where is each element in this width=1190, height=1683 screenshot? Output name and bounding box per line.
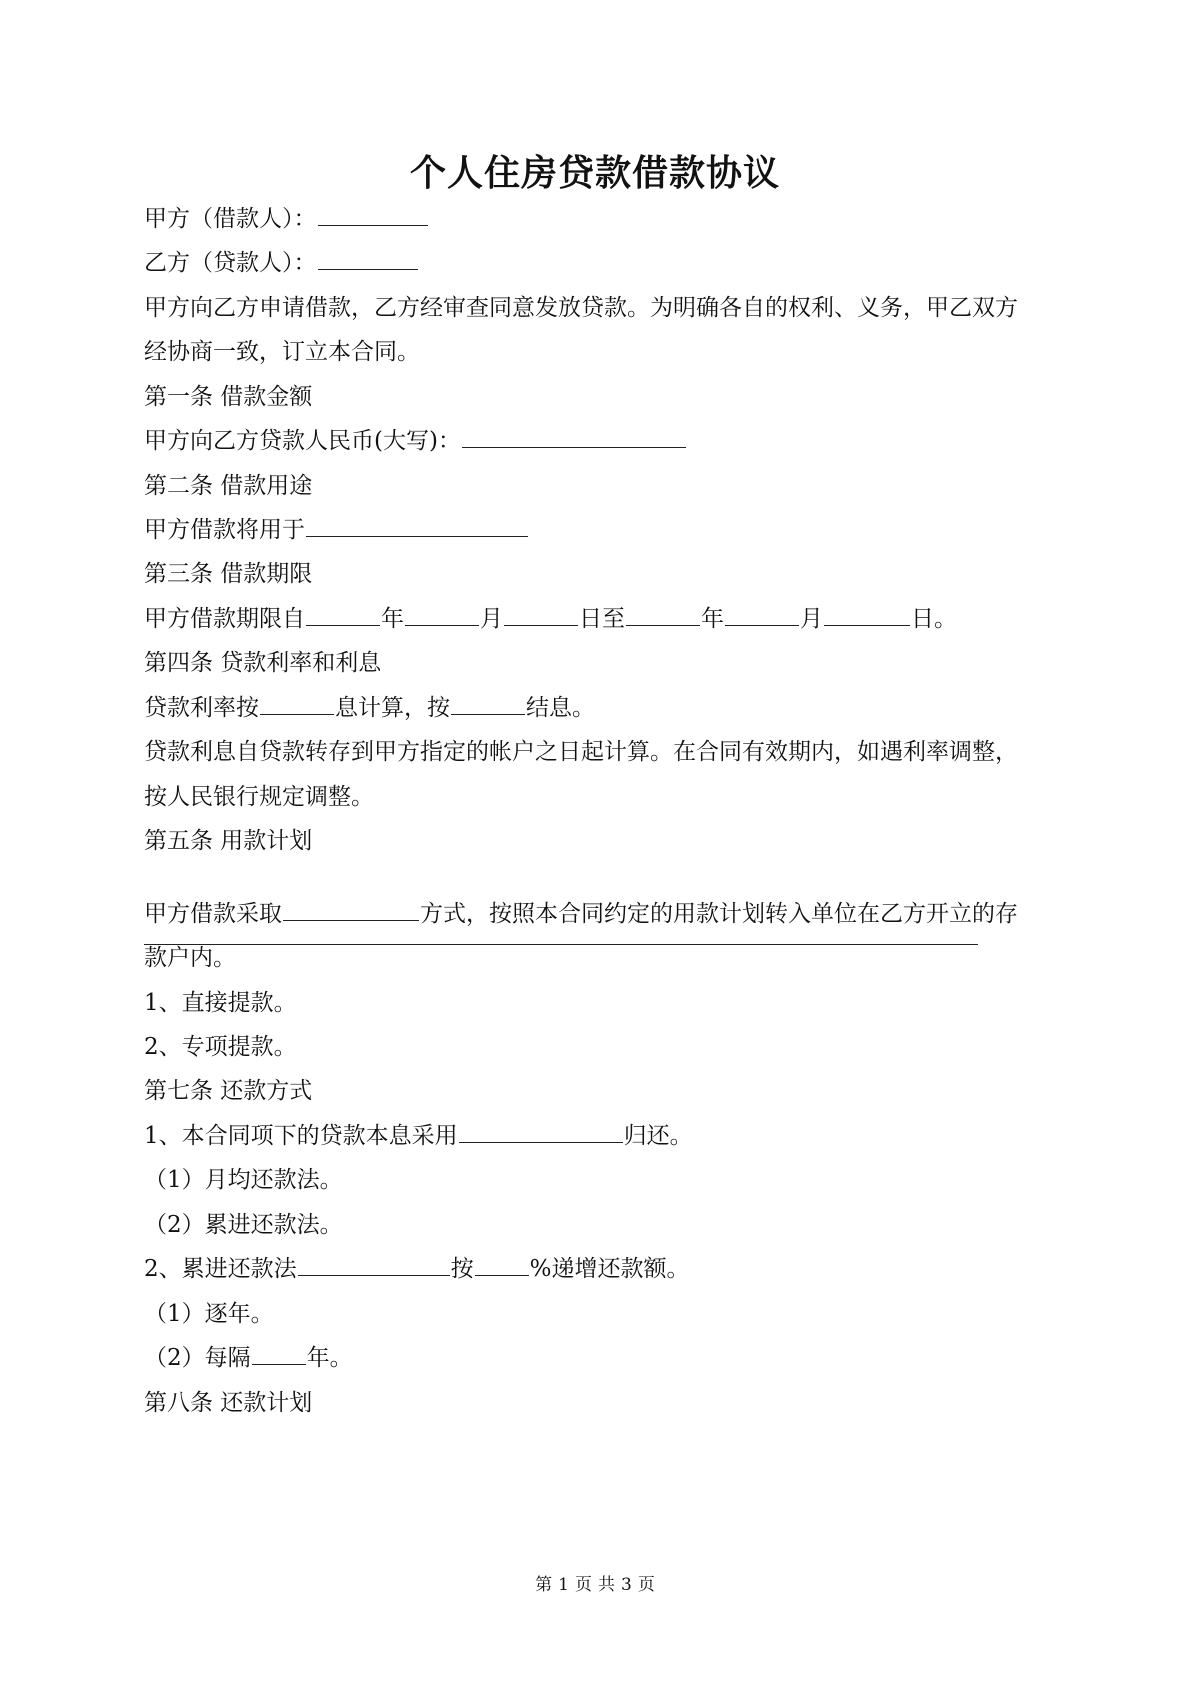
- document-title: 个人住房贷款借款协议: [409, 152, 780, 194]
- article-4-heading: 第四条 贷款利率和利息: [144, 650, 382, 676]
- end-day-blank: [824, 603, 910, 626]
- interval-years-blank: [252, 1342, 306, 1365]
- footer-suffix: 页: [637, 1575, 655, 1595]
- article-1-heading: 第一条 借款金额: [144, 384, 313, 410]
- footer-page-number: 1: [558, 1575, 569, 1595]
- repayment-option-progressive: （2）累进还款法。: [144, 1212, 343, 1238]
- progressive-label: 2、累进还款法: [144, 1256, 297, 1282]
- article-3-heading: 第三条 借款期限: [144, 561, 313, 587]
- method-line-2: 款户内。: [144, 945, 236, 971]
- method-blank: [283, 898, 419, 921]
- interval-end-label: 年。: [306, 1345, 353, 1371]
- option-direct-withdrawal: 1、直接提款。: [144, 990, 297, 1016]
- progressive-blank: [298, 1253, 450, 1276]
- settlement-blank: [451, 692, 525, 715]
- page-footer: [0, 1573, 1190, 1597]
- footer-prefix: 第: [535, 1575, 553, 1595]
- end-year-blank: [626, 603, 700, 626]
- article-2-heading: 第二条 借款用途: [144, 473, 313, 499]
- usage-plan-blank-line: [144, 944, 978, 945]
- progressive-end-label: %递增还款额。: [529, 1256, 690, 1282]
- party-b-line: [144, 247, 419, 279]
- party-b-label: 乙方（贷款人）：: [144, 250, 317, 276]
- intro-line-1: 甲方向乙方申请借款，乙方经审查同意发放贷款。为明确各自的权利、义务，甲乙双方: [144, 295, 1018, 321]
- article-8-heading: 第八条 还款计划: [144, 1390, 313, 1416]
- start-year-label: 年: [381, 606, 404, 632]
- term-start-label: 甲方借款期限自: [144, 606, 305, 632]
- increase-percent-blank: [475, 1253, 529, 1276]
- article-2-text: [144, 514, 529, 546]
- end-month-label: 月: [800, 606, 823, 632]
- repayment-method-blank: [459, 1120, 623, 1143]
- rate-basis-blank: [260, 692, 334, 715]
- loan-purpose-label: 甲方借款将用于: [144, 517, 305, 543]
- party-b-blank: [318, 247, 418, 270]
- repayment-end-label: 归还。: [623, 1123, 693, 1149]
- article-4-rate: [144, 692, 595, 724]
- party-a-label: 甲方（借款人）：: [144, 206, 317, 232]
- footer-total-pages: 3: [621, 1575, 632, 1595]
- interest-line-2: 按人民银行规定调整。: [144, 784, 374, 810]
- progressive-mid-label: 按: [450, 1256, 474, 1282]
- day-to-label: 日至: [579, 606, 625, 632]
- rate-mid-label: 息计算，按: [335, 695, 450, 721]
- loan-amount-blank: [462, 425, 686, 448]
- article-5-heading: 第五条 用款计划: [144, 828, 313, 854]
- intro-line-2: 经协商一致，订立本合同。: [144, 339, 420, 365]
- party-a-blank: [318, 203, 428, 226]
- start-month-label: 月: [480, 606, 503, 632]
- article-7-heading: 第七条 还款方式: [144, 1078, 313, 1104]
- article-1-text: [144, 425, 687, 457]
- progressive-option-yearly: （1）逐年。: [144, 1301, 274, 1327]
- repayment-method-label: 1、本合同项下的贷款本息采用: [144, 1123, 458, 1149]
- party-a-line: [144, 203, 429, 235]
- start-month-blank: [405, 603, 479, 626]
- article-3-text: [144, 603, 957, 635]
- progressive-option-interval: [144, 1342, 353, 1374]
- loan-purpose-blank: [306, 514, 528, 537]
- loan-amount-label: 甲方向乙方贷款人民币(大写)：: [144, 428, 461, 454]
- repayment-option-equal: （1）月均还款法。: [144, 1167, 343, 1193]
- start-day-blank: [504, 603, 578, 626]
- footer-total-label: 共: [598, 1575, 615, 1595]
- rate-end-label: 结息。: [526, 695, 595, 721]
- method-start-label: 甲方借款采取: [144, 901, 282, 927]
- start-year-blank: [306, 603, 380, 626]
- end-year-label: 年: [701, 606, 724, 632]
- repayment-item-1: [144, 1120, 693, 1152]
- footer-page-label: 页: [575, 1575, 592, 1595]
- option-special-withdrawal: 2、专项提款。: [144, 1034, 297, 1060]
- interval-start-label: （2）每隔: [144, 1345, 251, 1371]
- end-day-label: 日。: [911, 606, 957, 632]
- method-end-label: 方式，按照本合同约定的用款计划转入单位在乙方开立的存: [420, 901, 1018, 927]
- repayment-item-2: [144, 1253, 690, 1285]
- interest-line-1: 贷款利息自贷款转存到甲方指定的帐户之日起计算。在合同有效期内，如遇利率调整，: [144, 739, 1018, 765]
- end-month-blank: [725, 603, 799, 626]
- rate-start-label: 贷款利率按: [144, 695, 259, 721]
- article-5-method: [144, 898, 1018, 930]
